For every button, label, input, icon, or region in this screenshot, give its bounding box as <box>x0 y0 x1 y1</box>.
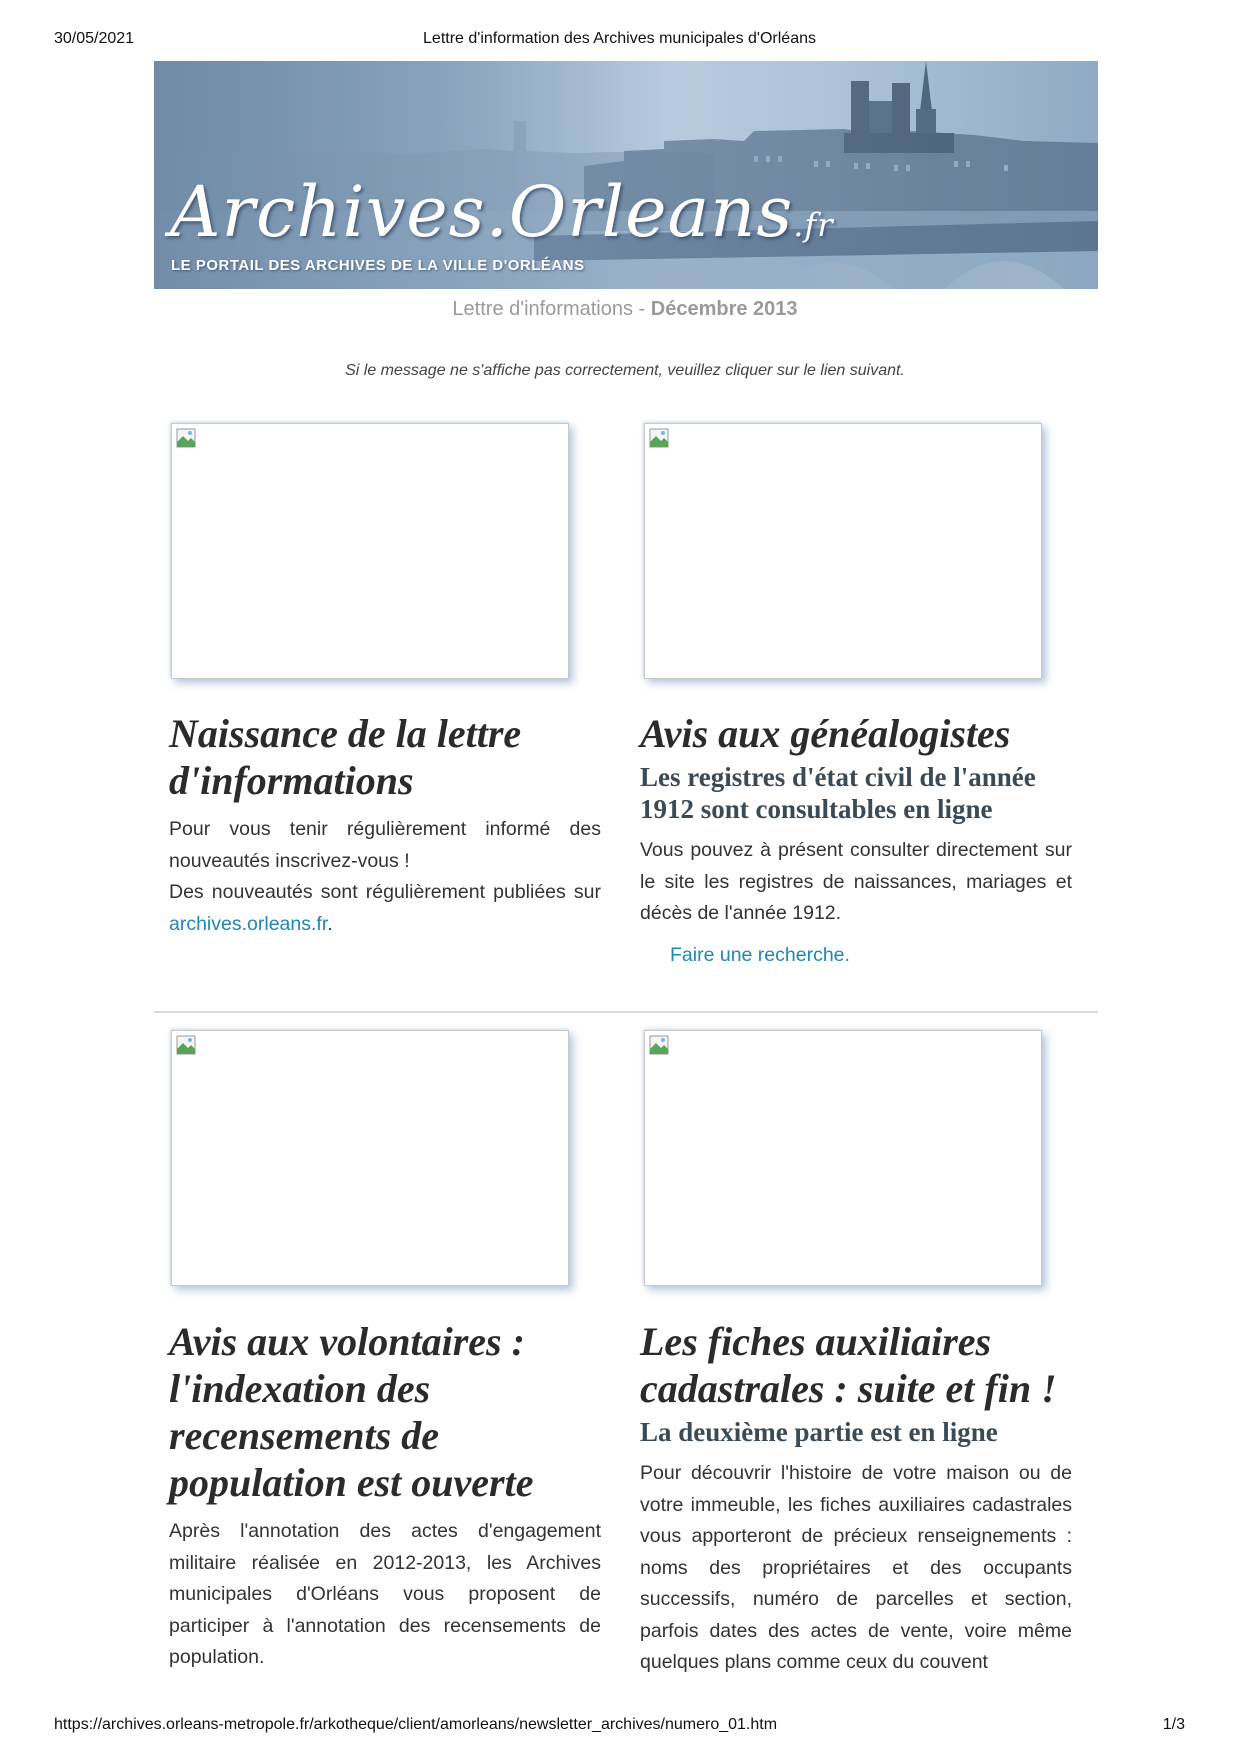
search-link[interactable]: Faire une recherche. <box>670 943 850 966</box>
banner-tagline: LE PORTAIL DES ARCHIVES DE LA VILLE D'ORLÉANS <box>171 257 585 274</box>
print-footer <box>54 1716 1185 1736</box>
article-body <box>169 814 601 940</box>
article-image-1[interactable] <box>171 423 569 679</box>
print-page-number: 1/3 <box>1162 1716 1185 1733</box>
issue-date: Décembre 2013 <box>650 298 798 320</box>
logo-tld-text: .fr <box>793 206 834 244</box>
issue-label: Lettre d'informations - <box>452 298 651 320</box>
issue-line <box>0 298 1239 321</box>
article-body: Vous pouvez à présent consulter directement sur le site les registres de naissances, mariages et décès de l'année 1912. <box>640 839 1072 924</box>
article-title: Avis aux généalogistes <box>640 711 1011 756</box>
article-genealogists <box>640 710 1072 967</box>
print-title: Lettre d'information des Archives municipales d'Orléans <box>423 30 816 47</box>
article-newsletter-launch <box>169 710 601 940</box>
broken-image-icon <box>649 1035 669 1055</box>
article-body: Pour découvrir l'histoire de votre maison ou de votre immeuble, les fiches auxiliaires cadastrales vous apporteront de précieux renseignements : noms des propriétaires et des occupants successifs, numéro de parcelles et section, parfois dates des actes de vente, voire même quelques plans comme ceux du couvent <box>640 1462 1072 1673</box>
article-title: Les fiches auxiliaires cadastrales : suite et fin ! <box>640 1319 1057 1411</box>
article-body-suffix: . <box>327 912 333 935</box>
article-body-line1: Pour vous tenir régulièrement informé des nouveautés inscrivez-vous ! <box>169 818 601 872</box>
archives-banner[interactable] <box>154 61 1098 289</box>
broken-image-icon <box>176 1035 196 1055</box>
archives-site-link[interactable]: archives.orleans.fr <box>169 912 328 935</box>
article-subtitle: Les registres d'état civil de l'année 1912 sont consultables en ligne <box>640 762 1036 824</box>
article-volunteers <box>169 1318 601 1674</box>
print-url: https://archives.orleans-metropole.fr/arkotheque/client/amorleans/newsletter_archives/numero_01.htm <box>54 1716 778 1733</box>
article-image-4[interactable] <box>644 1030 1042 1286</box>
print-header <box>54 30 1185 50</box>
article-title: Avis aux volontaires : l'indexation des recensements de population est ouverte <box>169 1319 534 1505</box>
article-body: Après l'annotation des actes d'engagement militaire réalisée en 2012-2013, les Archives municipales d'Orléans vous proposent de participer à l'annotation des recensements de population. <box>169 1520 601 1668</box>
fallback-note[interactable]: Si le message ne s'affiche pas correctement, veuillez cliquer sur le lien suivant. <box>345 362 905 379</box>
archives-logo <box>170 171 834 253</box>
print-date: 30/05/2021 <box>54 30 135 47</box>
broken-image-icon <box>649 428 669 448</box>
article-image-3[interactable] <box>171 1030 569 1286</box>
article-body-line2: Des nouveautés sont régulièrement publiées sur <box>169 881 601 903</box>
article-title: Naissance de la lettre d'informations <box>169 711 522 803</box>
section-divider <box>154 1011 1098 1013</box>
article-cadastral-cards <box>640 1318 1072 1679</box>
broken-image-icon <box>176 428 196 448</box>
logo-main-text: Archives.Orleans <box>170 171 794 253</box>
article-image-2[interactable] <box>644 423 1042 679</box>
article-subtitle: La deuxième partie est en ligne <box>640 1417 998 1447</box>
